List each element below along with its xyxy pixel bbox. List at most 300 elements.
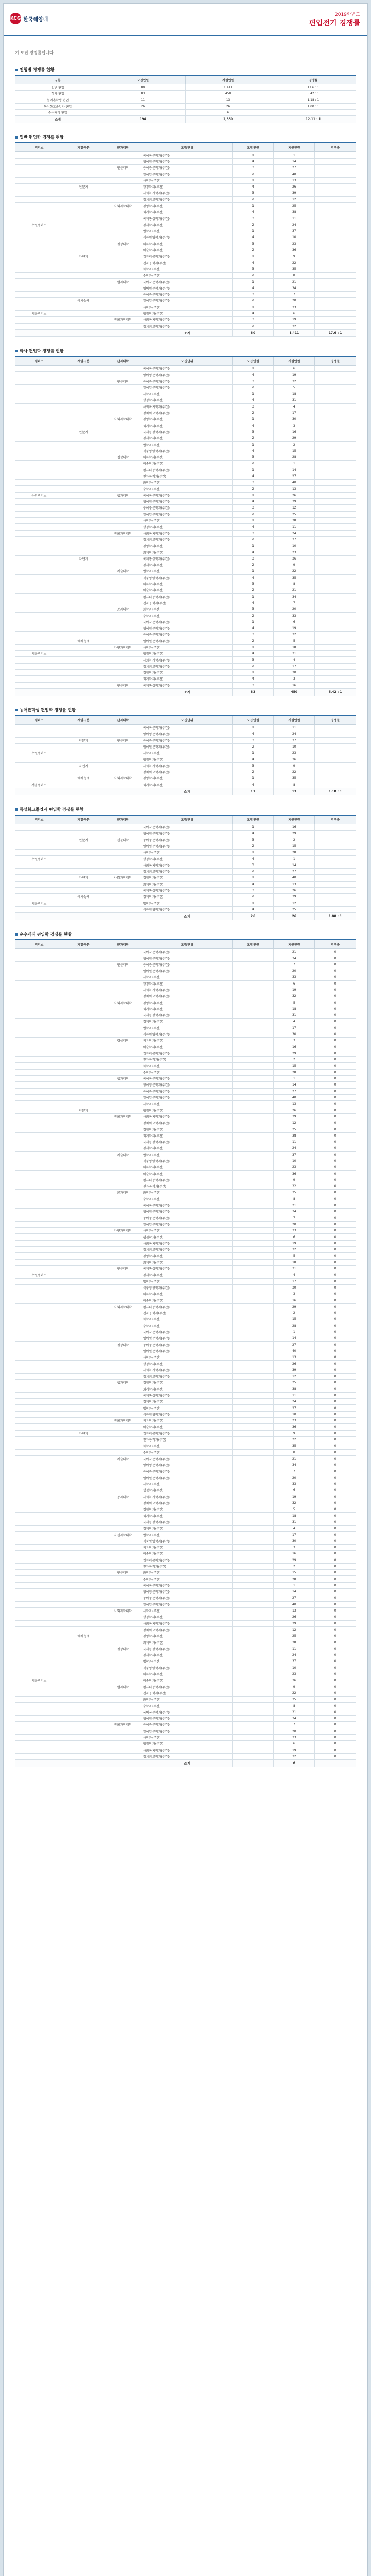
college-cell <box>104 769 142 775</box>
section-title-text: 학사 편입학 경쟁률 현황 <box>20 348 64 353</box>
table-row <box>15 473 356 479</box>
campus-cell <box>15 1101 63 1107</box>
campus-cell <box>15 505 63 511</box>
apply-cell: 35 <box>274 266 315 272</box>
dept-cell: 사회복지학과(주간) <box>142 1747 232 1753</box>
ratio-cell <box>315 260 356 266</box>
table-row <box>15 234 356 241</box>
college-cell <box>104 403 142 410</box>
campus-cell <box>15 1171 63 1177</box>
recruit-cell <box>232 1164 274 1171</box>
field-cell <box>63 241 104 247</box>
summary-cell <box>271 110 356 116</box>
campus-cell <box>15 743 63 750</box>
college-cell: 생활과학대학 <box>104 1722 142 1728</box>
apply-cell: 5 <box>274 999 315 1006</box>
apply-cell: 27 <box>274 1088 315 1094</box>
recruit-cell: 1 <box>232 391 274 397</box>
summary-cell: 194 <box>100 116 185 123</box>
ratio-cell: 0 <box>315 1057 356 1063</box>
field-cell <box>63 1747 104 1753</box>
dept-cell: 경영학과(주간) <box>142 1633 232 1639</box>
ratio-cell: 0 <box>315 1430 356 1436</box>
field-cell <box>63 1126 104 1132</box>
campus-cell <box>15 574 63 581</box>
college-cell <box>104 1107 142 1113</box>
dept-cell: 영어영문학과(주간) <box>142 1209 232 1215</box>
apply-cell: 17 <box>274 1532 315 1538</box>
recruit-cell <box>232 1234 274 1240</box>
campus-cell <box>15 1709 63 1715</box>
apply-cell: 33 <box>274 613 315 619</box>
college-cell <box>104 1753 142 1759</box>
ratio-cell: 0 <box>315 1063 356 1069</box>
ratio-cell: 0 <box>315 1202 356 1208</box>
dept-cell: 사회복지학과(주간) <box>142 1240 232 1246</box>
apply-cell: 12 <box>274 1626 315 1633</box>
ratio-cell <box>315 536 356 543</box>
recruit-cell <box>232 1563 274 1569</box>
table-row <box>15 837 356 843</box>
ratio-cell: 0 <box>315 1215 356 1221</box>
campus-cell <box>15 1386 63 1392</box>
table-row <box>15 762 356 769</box>
dept-cell: 행정학과(주간) <box>142 1614 232 1620</box>
table-row <box>15 581 356 587</box>
college-cell <box>104 1278 142 1284</box>
detail-col-header: 모집단위 <box>142 815 232 824</box>
field-cell <box>63 536 104 543</box>
recruit-cell: 3 <box>232 403 274 410</box>
dept-cell: 수학과(주간) <box>142 1323 232 1329</box>
college-cell <box>104 613 142 619</box>
field-cell <box>63 1500 104 1506</box>
recruit-cell <box>232 1449 274 1455</box>
college-cell <box>104 1734 142 1740</box>
campus-cell <box>15 1715 63 1721</box>
table-row <box>15 1025 356 1031</box>
ratio-cell: 0 <box>315 1665 356 1671</box>
campus-cell <box>15 1741 63 1747</box>
table-row <box>15 310 356 316</box>
recruit-cell: 4 <box>232 234 274 241</box>
ratio-cell <box>315 454 356 460</box>
table-row <box>15 1038 356 1044</box>
college-cell <box>104 562 142 568</box>
campus-cell <box>15 1633 63 1639</box>
college-cell <box>104 1171 142 1177</box>
field-cell: 자연계 <box>63 875 104 881</box>
campus-cell <box>15 397 63 403</box>
recruit-cell: 2 <box>232 511 274 517</box>
college-cell <box>104 1652 142 1658</box>
campus-cell <box>15 1475 63 1481</box>
table-row <box>15 1405 356 1411</box>
detail-col-header: 모집인원 <box>232 716 274 725</box>
campus-cell <box>15 1158 63 1164</box>
apply-cell: 40 <box>274 171 315 177</box>
table-row <box>15 1335 356 1342</box>
table-row <box>15 670 356 676</box>
dept-cell: 경영학과(주간) <box>142 999 232 1006</box>
college-cell <box>104 1373 142 1379</box>
field-cell <box>63 1323 104 1329</box>
college-cell <box>104 974 142 980</box>
ratio-cell <box>315 824 356 830</box>
detail-col-header: 단과대학 <box>104 716 142 725</box>
college-cell <box>104 1177 142 1183</box>
ratio-cell: 0 <box>315 955 356 961</box>
ratio-cell <box>315 403 356 410</box>
campus-cell <box>15 1576 63 1582</box>
field-cell: 자연계 <box>63 762 104 769</box>
recruit-cell <box>232 1671 274 1677</box>
campus-cell <box>15 378 63 384</box>
apply-cell: 35 <box>274 1697 315 1703</box>
table-row <box>15 1557 356 1563</box>
table-row <box>15 1291 356 1297</box>
field-cell <box>63 1646 104 1652</box>
college-cell <box>104 587 142 594</box>
campus-cell <box>15 1063 63 1069</box>
summary-cell: 2,350 <box>185 116 271 123</box>
dept-cell: 전자공학과(주간) <box>142 473 232 479</box>
college-cell <box>104 1240 142 1246</box>
ratio-cell <box>315 323 356 329</box>
summary-col-header: 구분 <box>15 75 100 84</box>
field-cell <box>63 190 104 196</box>
apply-cell: 22 <box>274 568 315 574</box>
college-cell <box>104 1633 142 1639</box>
dept-cell: 수학과(주간) <box>142 273 232 279</box>
recruit-cell <box>232 1050 274 1056</box>
ratio-cell <box>315 473 356 479</box>
ratio-cell: 0 <box>315 999 356 1006</box>
college-cell <box>104 1183 142 1190</box>
ratio-cell: 0 <box>315 1392 356 1398</box>
ratio-cell: 0 <box>315 1272 356 1278</box>
ratio-cell <box>315 298 356 304</box>
dept-cell: 법학과(주간) <box>142 1025 232 1031</box>
apply-cell: 2 <box>274 1563 315 1569</box>
dept-cell: 사학과(주간) <box>142 391 232 397</box>
dept-cell: 컴퓨터공학과(주간) <box>142 1557 232 1563</box>
dept-cell: 회계학과(주간) <box>142 209 232 215</box>
apply-cell: 6 <box>274 1487 315 1494</box>
dept-cell: 미술학과(주간) <box>142 587 232 594</box>
recruit-cell <box>232 1544 274 1550</box>
campus-cell <box>15 1050 63 1056</box>
table-row <box>15 782 356 788</box>
ratio-cell: 0 <box>315 1361 356 1367</box>
apply-cell: 37 <box>274 1405 315 1411</box>
college-cell <box>104 1487 142 1494</box>
table-row <box>15 279 356 285</box>
college-cell <box>104 298 142 304</box>
apply-cell: 10 <box>274 1158 315 1164</box>
campus-cell <box>15 613 63 619</box>
recruit-cell: 4 <box>232 499 274 505</box>
recruit-cell: 1 <box>232 467 274 473</box>
apply-cell: 34 <box>274 955 315 961</box>
dept-cell: 국제통상학과(주간) <box>142 1012 232 1019</box>
campus-cell <box>15 499 63 505</box>
dept-cell: 사학과(주간) <box>142 1734 232 1740</box>
apply-cell: 7 <box>274 600 315 606</box>
ratio-cell: 0 <box>315 1297 356 1303</box>
field-cell <box>63 999 104 1006</box>
recruit-cell <box>232 1113 274 1120</box>
campus-cell <box>15 1601 63 1607</box>
recruit-cell <box>232 993 274 999</box>
dept-cell: 식품영양학과(주간) <box>142 906 232 912</box>
recruit-cell <box>232 1582 274 1588</box>
college-cell: 경상대학 <box>104 454 142 460</box>
total-row <box>15 329 356 336</box>
recruit-cell <box>232 1373 274 1379</box>
field-cell <box>63 517 104 523</box>
apply-cell: 8 <box>274 273 315 279</box>
campus-cell <box>15 1532 63 1538</box>
field-cell <box>63 1342 104 1348</box>
table-row <box>15 1386 356 1392</box>
recruit-cell <box>232 1094 274 1100</box>
table-row <box>15 499 356 505</box>
field-cell <box>63 651 104 657</box>
field-cell <box>63 632 104 638</box>
college-cell: 인문대학 <box>104 378 142 384</box>
dept-cell: 컴퓨터공학과(주간) <box>142 253 232 260</box>
ratio-cell: 0 <box>315 1677 356 1684</box>
campus-cell <box>15 511 63 517</box>
college-cell <box>104 1475 142 1481</box>
apply-cell: 40 <box>274 1094 315 1100</box>
college-cell: 법과대학 <box>104 492 142 498</box>
dept-cell: 식품영양학과(주간) <box>142 1538 232 1544</box>
summary-col-header: 지원인원 <box>185 75 271 84</box>
apply-cell: 31 <box>274 1012 315 1019</box>
dept-cell: 행정학과(주간) <box>142 756 232 762</box>
recruit-cell <box>232 1088 274 1094</box>
campus-cell <box>15 1544 63 1550</box>
apply-cell: 16 <box>274 1551 315 1557</box>
campus-cell <box>15 530 63 536</box>
detail-col-header: 모집인원 <box>232 940 274 949</box>
ratio-cell: 0 <box>315 1595 356 1601</box>
table-row <box>15 215 356 222</box>
field-cell <box>63 644 104 650</box>
campus-cell <box>15 196 63 202</box>
college-cell: 자연과학대학 <box>104 644 142 650</box>
recruit-cell <box>232 1487 274 1494</box>
apply-cell: 3 <box>274 676 315 682</box>
ratio-cell <box>315 304 356 310</box>
apply-cell: 25 <box>274 1126 315 1132</box>
college-cell <box>104 1272 142 1278</box>
field-cell <box>63 887 104 893</box>
table-row <box>15 1094 356 1100</box>
field-cell <box>63 499 104 505</box>
ratio-cell <box>315 410 356 416</box>
apply-cell: 1 <box>274 461 315 467</box>
recruit-cell: 3 <box>232 292 274 298</box>
field-cell: 예체능계 <box>63 894 104 900</box>
campus-cell <box>15 1506 63 1513</box>
field-cell <box>63 1215 104 1221</box>
campus-cell <box>15 260 63 266</box>
dept-cell: 사회복지학과(주간) <box>142 762 232 769</box>
dept-cell: 전자공학과(주간) <box>142 1436 232 1443</box>
campus-cell <box>15 657 63 663</box>
ratio-cell: 0 <box>315 1449 356 1455</box>
apply-cell: 24 <box>274 1652 315 1658</box>
field-cell <box>63 850 104 856</box>
recruit-cell <box>232 1278 274 1284</box>
college-cell <box>104 1202 142 1208</box>
table-row <box>15 422 356 429</box>
campus-cell <box>15 1335 63 1342</box>
ratio-cell <box>315 511 356 517</box>
recruit-cell <box>232 1715 274 1721</box>
dept-cell: 사회복지학과(주간) <box>142 862 232 868</box>
table-row <box>15 448 356 454</box>
dept-cell: 식품영양학과(주간) <box>142 1284 232 1291</box>
campus-cell <box>15 824 63 830</box>
detail-col-header: 단과대학 <box>104 940 142 949</box>
table-row <box>15 1677 356 1684</box>
recruit-cell <box>232 1126 274 1132</box>
recruit-cell: 3 <box>232 837 274 843</box>
ratio-cell: 0 <box>315 1069 356 1075</box>
dept-cell: 행정학과(주간) <box>142 1487 232 1494</box>
dept-cell: 영어영문학과(주간) <box>142 1589 232 1595</box>
table-row <box>15 253 356 260</box>
field-cell <box>63 1019 104 1025</box>
ratio-cell: 0 <box>315 1532 356 1538</box>
college-cell: 자연과학대학 <box>104 1532 142 1538</box>
total-cell: 소계 <box>142 788 232 795</box>
apply-cell: 32 <box>274 378 315 384</box>
campus-cell <box>15 1449 63 1455</box>
field-cell <box>63 1519 104 1525</box>
apply-cell: 2 <box>274 442 315 448</box>
table-row <box>15 292 356 298</box>
total-cell <box>104 913 142 920</box>
field-cell <box>63 1139 104 1145</box>
table-row <box>15 756 356 762</box>
field-cell <box>63 1221 104 1227</box>
apply-cell: 25 <box>274 1380 315 1386</box>
dept-cell: 중어중문학과(주간) <box>142 632 232 638</box>
recruit-cell <box>232 1329 274 1335</box>
college-cell <box>104 1526 142 1532</box>
recruit-cell: 4 <box>232 260 274 266</box>
table-row <box>15 644 356 650</box>
college-cell <box>104 1196 142 1202</box>
total-cell <box>104 688 142 696</box>
dept-cell: 국제통상학과(주간) <box>142 887 232 893</box>
recruit-cell: 4 <box>232 731 274 737</box>
table-row <box>15 298 356 304</box>
apply-cell: 18 <box>274 1513 315 1519</box>
ratio-cell <box>315 850 356 856</box>
ratio-cell: 0 <box>315 1316 356 1323</box>
campus-cell <box>15 762 63 769</box>
campus-cell <box>15 1443 63 1449</box>
field-cell <box>63 676 104 682</box>
table-row <box>15 1361 356 1367</box>
apply-cell: 13 <box>274 1101 315 1107</box>
recruit-cell: 3 <box>232 190 274 196</box>
field-cell <box>63 1392 104 1398</box>
dept-cell: 사학과(주간) <box>142 850 232 856</box>
college-cell: 경상대학 <box>104 1038 142 1044</box>
recruit-cell <box>232 1392 274 1398</box>
college-cell: 법과대학 <box>104 1076 142 1082</box>
table-row <box>15 1088 356 1094</box>
header-subtitle: 2019학년도 <box>335 12 360 18</box>
field-cell <box>63 234 104 241</box>
table-row <box>15 731 356 737</box>
recruit-cell <box>232 1734 274 1740</box>
campus-cell <box>15 961 63 968</box>
campus-cell <box>15 682 63 688</box>
ratio-cell <box>315 651 356 657</box>
ratio-cell <box>315 625 356 631</box>
table-row <box>15 1703 356 1709</box>
field-cell <box>63 1038 104 1044</box>
bullet-icon <box>15 136 18 139</box>
dept-cell: 국제통상학과(주간) <box>142 1265 232 1272</box>
campus-cell <box>15 632 63 638</box>
college-cell <box>104 670 142 676</box>
table-row <box>15 1215 356 1221</box>
recruit-cell: 1 <box>232 724 274 731</box>
campus-cell <box>15 1646 63 1652</box>
dept-cell: 법학과(주간) <box>142 1405 232 1411</box>
detail-col-header: 지원인원 <box>274 143 315 152</box>
dept-cell: 국어국문학과(주간) <box>142 279 232 285</box>
table-row <box>15 600 356 606</box>
apply-cell: 30 <box>274 1538 315 1544</box>
field-cell <box>63 1278 104 1284</box>
summary-title: 전형별 경쟁률 현황 <box>15 67 356 73</box>
apply-cell: 4 <box>274 657 315 663</box>
apply-cell: 4 <box>274 403 315 410</box>
table-row <box>15 196 356 202</box>
detail-col-header: 모집단위 <box>142 716 232 725</box>
ratio-cell <box>315 285 356 291</box>
campus-cell <box>15 887 63 893</box>
apply-cell: 8 <box>274 1196 315 1202</box>
detail-col-header: 지원인원 <box>274 716 315 725</box>
ratio-cell: 0 <box>315 1354 356 1361</box>
dept-cell: 일어일문학과(주간) <box>142 1221 232 1227</box>
total-cell: 80 <box>232 329 274 336</box>
dept-cell: 영어영문학과(주간) <box>142 1082 232 1088</box>
table-row <box>15 222 356 228</box>
ratio-cell <box>315 228 356 234</box>
recruit-cell: 3 <box>232 862 274 868</box>
field-cell <box>63 1094 104 1100</box>
apply-cell: 36 <box>274 1424 315 1430</box>
college-cell <box>104 762 142 769</box>
ratio-cell: 0 <box>315 961 356 968</box>
recruit-cell <box>232 1044 274 1050</box>
campus-cell <box>15 1380 63 1386</box>
campus-cell <box>15 1253 63 1259</box>
field-cell <box>63 750 104 756</box>
